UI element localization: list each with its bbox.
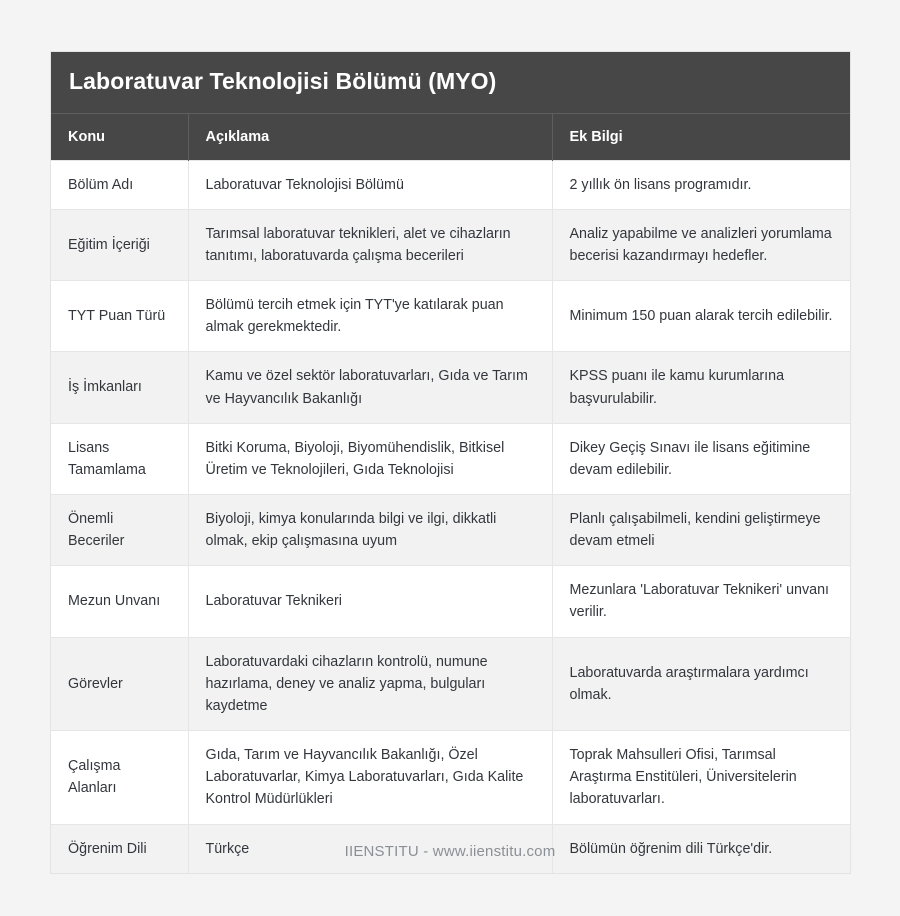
footer-attribution: IIENSTITU - www.iienstitu.com [344,843,556,860]
cell-aciklama: Biyoloji, kimya konularında bilgi ve ilgi, dikkatli olmak, ekip çalışmasına uyum [188,495,552,566]
cell-aciklama: Laboratuvar Teknikeri [188,566,552,637]
cell-aciklama: Kamu ve özel sektör laboratuvarları, Gıda ve Tarım ve Hayvancılık Bakanlığı [188,352,552,423]
department-info-table [51,113,850,873]
cell-ek-bilgi: Toprak Mahsulleri Ofisi, Tarımsal Araştırma Enstitüleri, Üniversitelerin laboratuvarları. [552,731,850,824]
cell-konu: Lisans Tamamlama [51,423,188,494]
cell-ek-bilgi: 2 yıllık ön lisans programıdır. [552,160,850,209]
table-row [51,352,850,423]
cell-ek-bilgi: Planlı çalışabilmeli, kendini geliştirmeye devam etmeli [552,495,850,566]
table-header-row [51,113,850,160]
info-card [50,51,851,874]
cell-aciklama: Bitki Koruma, Biyoloji, Biyomühendislik, Bitkisel Üretim ve Teknolojileri, Gıda Teknolojisi [188,423,552,494]
cell-ek-bilgi: Minimum 150 puan alarak tercih edilebilir. [552,281,850,352]
cell-ek-bilgi: KPSS puanı ile kamu kurumlarına başvurulabilir. [552,352,850,423]
cell-konu: Öğrenim Dili [51,824,188,873]
cell-aciklama: Tarımsal laboratuvar teknikleri, alet ve cihazların tanıtımı, laboratuvarda çalışma becerileri [188,209,552,280]
cell-aciklama: Laboratuvardaki cihazların kontrolü, numune hazırlama, deney ve analiz yapma, bulguları kaydetme [188,637,552,730]
page-title: Laboratuvar Teknolojisi Bölümü (MYO) [51,52,850,113]
cell-aciklama: Gıda, Tarım ve Hayvancılık Bakanlığı, Özel Laboratuvarlar, Kimya Laboratuvarları, Gıda Kalite Kontrol Müdürlükleri [188,731,552,824]
cell-konu: Çalışma Alanları [51,731,188,824]
cell-konu: İş İmkanları [51,352,188,423]
table-row [51,731,850,824]
cell-ek-bilgi: Bölümün öğrenim dili Türkçe'dir. [552,824,850,873]
cell-aciklama: Bölümü tercih etmek için TYT'ye katılarak puan almak gerekmektedir. [188,281,552,352]
cell-konu: Eğitim İçeriği [51,209,188,280]
table-row [51,281,850,352]
cell-konu: Görevler [51,637,188,730]
column-header-aciklama: Açıklama [188,113,552,160]
cell-ek-bilgi: Dikey Geçiş Sınavı ile lisans eğitimine devam edilebilir. [552,423,850,494]
cell-ek-bilgi: Mezunlara 'Laboratuvar Teknikeri' unvanı verilir. [552,566,850,637]
table-row [51,637,850,730]
column-header-ek-bilgi: Ek Bilgi [552,113,850,160]
table-row [51,160,850,209]
cell-konu: Önemli Beceriler [51,495,188,566]
table-row [51,209,850,280]
table-body [51,160,850,873]
cell-konu: Mezun Unvanı [51,566,188,637]
table-row [51,423,850,494]
table-row [51,495,850,566]
cell-aciklama: Laboratuvar Teknolojisi Bölümü [188,160,552,209]
cell-konu: TYT Puan Türü [51,281,188,352]
cell-ek-bilgi: Laboratuvarda araştırmalara yardımcı olmak. [552,637,850,730]
table-header [51,113,850,160]
cell-ek-bilgi: Analiz yapabilme ve analizleri yorumlama becerisi kazandırmayı hedefler. [552,209,850,280]
column-header-konu: Konu [51,113,188,160]
cell-aciklama: Türkçe [188,824,552,873]
table-row [51,566,850,637]
cell-konu: Bölüm Adı [51,160,188,209]
